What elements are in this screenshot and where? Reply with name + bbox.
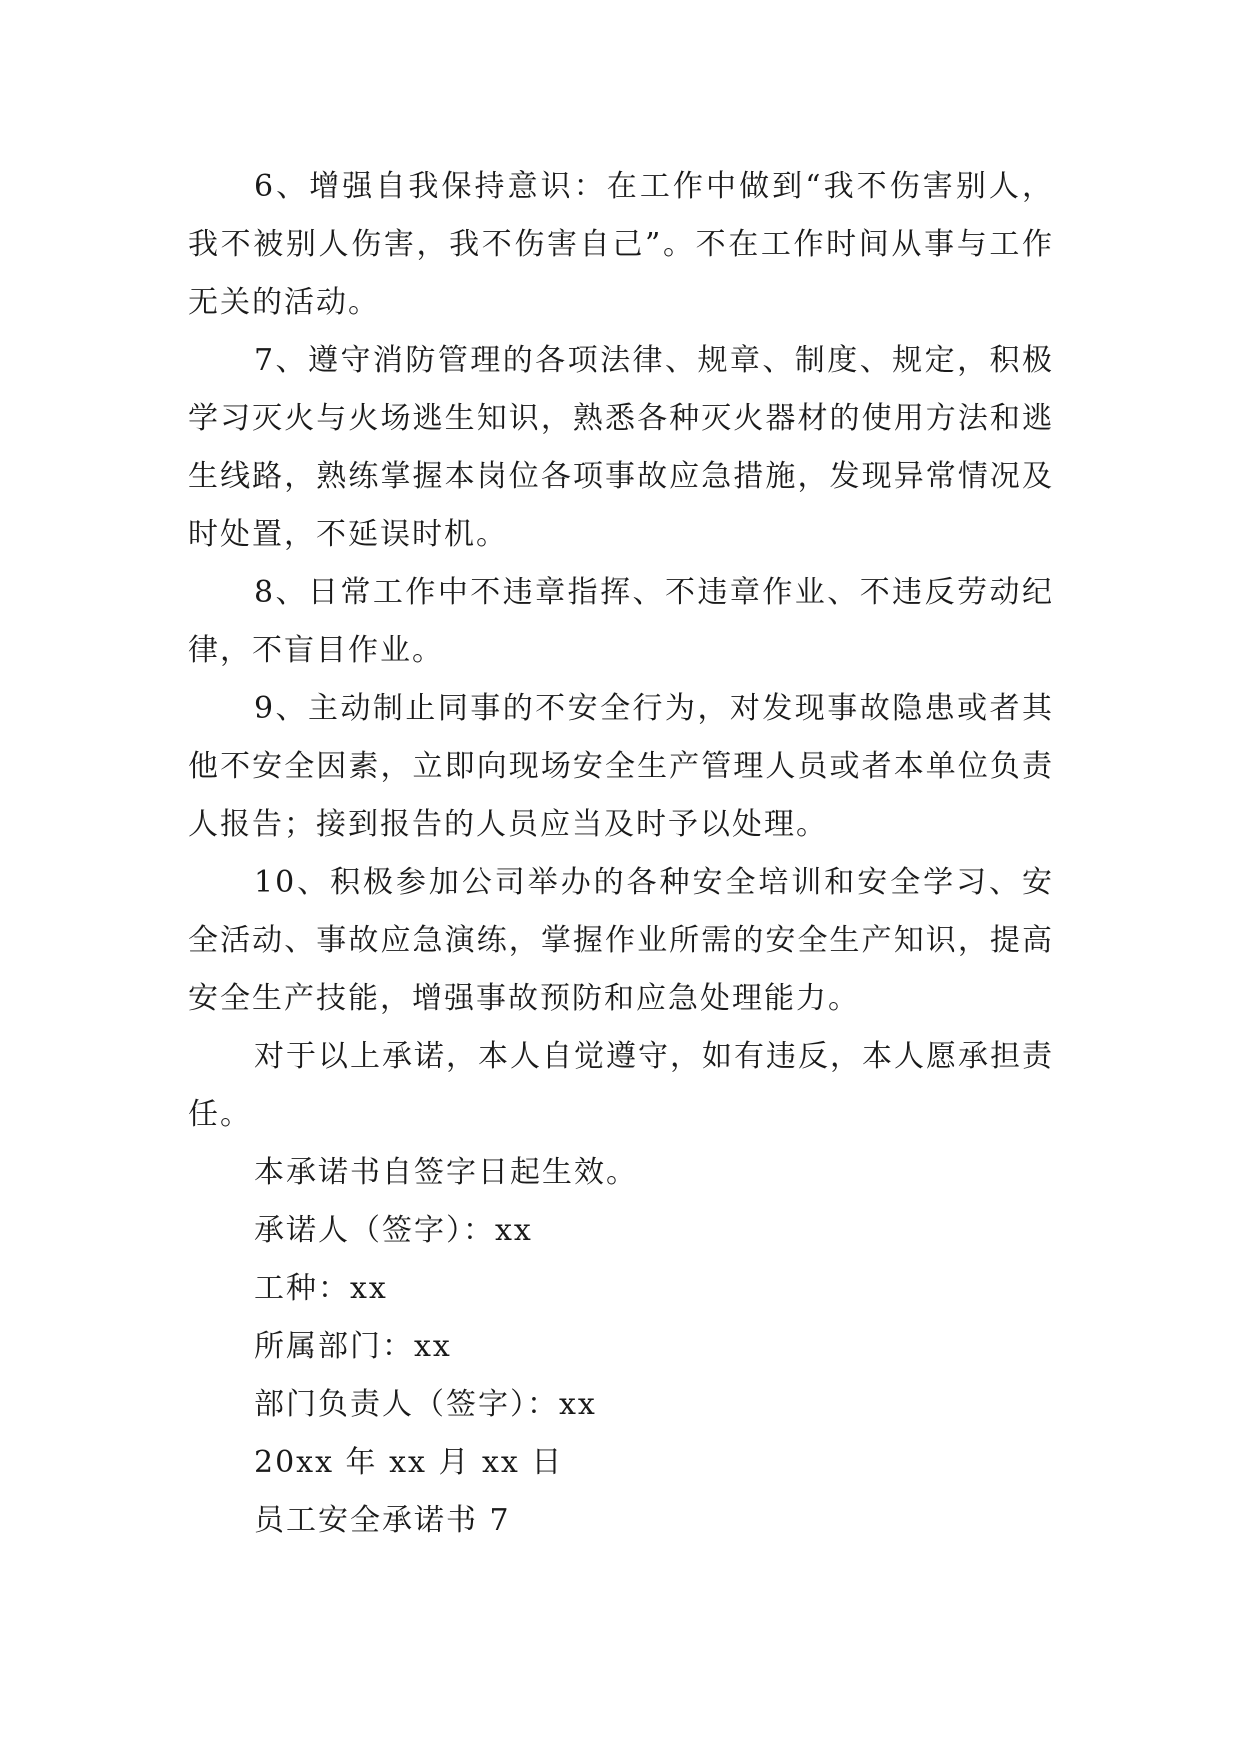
- dept-head-signature-line: 部门负责人（签字）：xx: [254, 1387, 597, 1422]
- next-section-heading: 员工安全承诺书 7: [254, 1503, 511, 1538]
- job-type-line: 工种：xx: [254, 1271, 388, 1306]
- paragraph-item-6: 6、增强自我保持意识：在工作中做到“我不伤害别人，我不被别人伤害，我不伤害自己”。不在工作时间从事与工作无关的活动。: [188, 169, 1054, 320]
- date-line: 20xx 年 xx 月 xx 日: [254, 1445, 564, 1480]
- promisor-signature-line: 承诺人（签字）：xx: [254, 1213, 533, 1248]
- effective-statement: 本承诺书自签字日起生效。: [254, 1155, 638, 1190]
- department-line: 所属部门：xx: [254, 1329, 452, 1364]
- paragraph-closing: 对于以上承诺，本人自觉遵守，如有违反，本人愿承担责任。: [188, 1039, 1054, 1132]
- paragraph-item-9: 9、主动制止同事的不安全行为，对发现事故隐患或者其他不安全因素，立即向现场安全生产管理人员或者本单位负责人报告；接到报告的人员应当及时予以处理。: [188, 691, 1054, 842]
- paragraph-item-10: 10、积极参加公司举办的各种安全培训和安全学习、安全活动、事故应急演练，掌握作业所需的安全生产知识，提高安全生产技能，增强事故预防和应急处理能力。: [188, 865, 1054, 1016]
- paragraph-item-8: 8、日常工作中不违章指挥、不违章作业、不违反劳动纪律，不盲目作业。: [188, 575, 1054, 668]
- document-body: [188, 158, 1054, 1550]
- paragraph-item-7: 7、遵守消防管理的各项法律、规章、制度、规定，积极学习灭火与火场逃生知识，熟悉各种灭火器材的使用方法和逃生线路，熟练掌握本岗位各项事故应急措施，发现异常情况及时处置，不延误时机。: [188, 343, 1054, 552]
